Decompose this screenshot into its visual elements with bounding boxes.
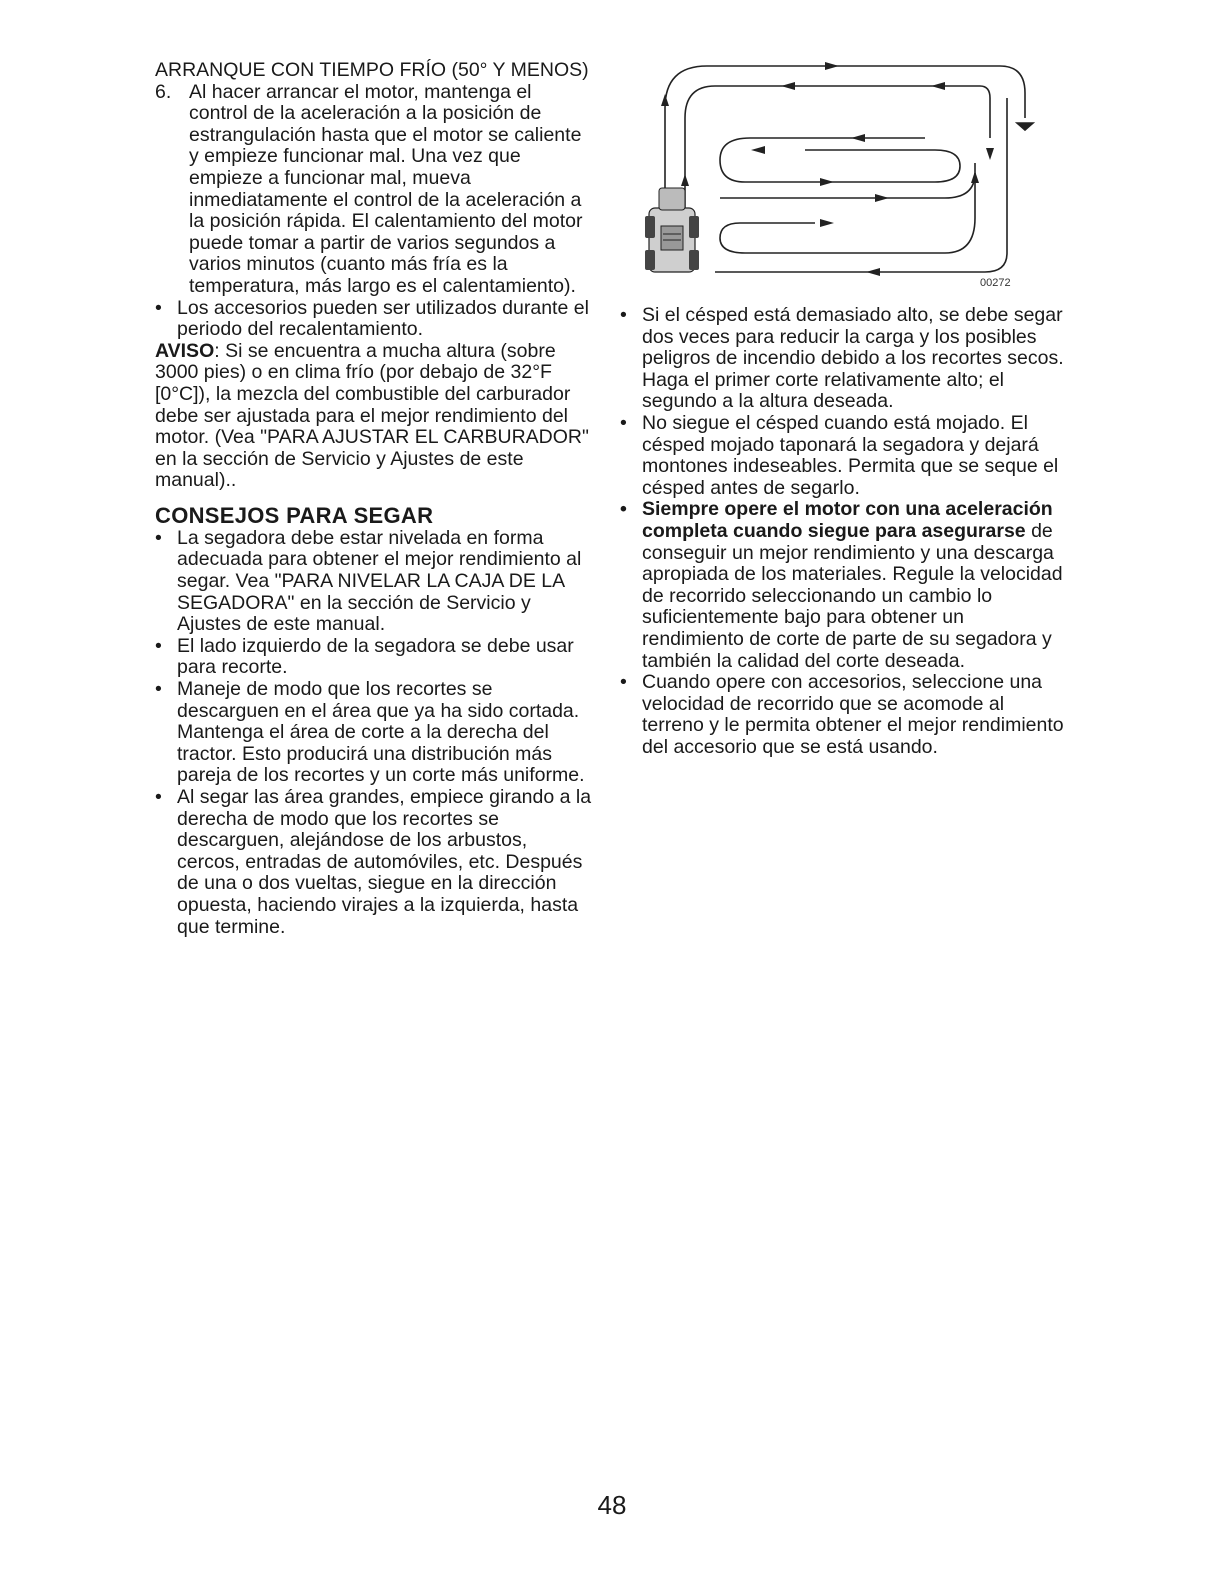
page-number: 48 [597, 1490, 627, 1520]
aviso-paragraph [155, 341, 595, 492]
tip-text: Al segar las área grandes, empiece girando a la derecha de modo que los recortes se descarguen, alejándose de los arbustos, cercos, entradas de automóviles, etc. Después de una o dos vueltas, siegue en la dirección opuesta, haciendo virajes a la izquierda, hasta que termine. [177, 786, 592, 938]
section-title: CONSEJOS PARA SEGAR [155, 502, 434, 528]
warmup-bullets [155, 298, 595, 341]
mowing-pattern-figure [645, 58, 1035, 290]
bullet-icon: • [155, 786, 162, 808]
bullet-icon: • [620, 671, 627, 694]
inner-loop [720, 138, 960, 182]
step-6-text: Al hacer arrancar el motor, mantenga el control de la aceleración a la posición de estrangulación hasta que el motor se caliente y empieze funcionar mal. Una vez que empieze a funcionar mal, mueva inmediatamente el control de la aceleración a la posición rápida. El calentamiento del motor puede tomar a partir de varios segundos a varios minutos (cuanto más fría es la temperatura, más largo es el calentamiento). [189, 80, 583, 297]
mowing-tips-list [155, 528, 595, 938]
tractor-icon [645, 188, 699, 272]
tip-text: Si el césped está demasiado alto, se debe segar dos veces para reducir la carga y los posibles peligros de incendio debido a los recortes secos. Haga el primer corte relativamente alto; el segundo a la altura deseada. [642, 304, 1064, 413]
outer-return [715, 98, 1007, 272]
tip-text [642, 499, 1065, 672]
list-item [620, 499, 1065, 672]
step-6 [155, 82, 595, 298]
tip-text: No siegue el césped cuando está mojado. El césped mojado taponará la segadora y dejará montones indeseables. Permita que se seque el césped antes de segarlo. [642, 411, 1059, 499]
list-item [155, 528, 595, 636]
list-item [155, 787, 595, 938]
accessories-note: Los accesorios pueden ser utilizados durante el periodo del recalentamiento. [177, 296, 589, 341]
bullet-icon: • [155, 296, 162, 319]
aviso-label: AVISO [155, 339, 215, 362]
tip-text: La segadora debe estar nivelada en forma adecuada para obtener el mejor rendimiento al segar. Vea "PARA NIVELAR LA CAJA DE LA SEGADORA" en la sección de Servicio y Ajustes de este manual. [177, 526, 582, 636]
bullet-icon: • [620, 498, 627, 521]
bullet-icon: • [620, 304, 627, 326]
mowing-tips-continued [620, 305, 1065, 758]
cold-start-heading: ARRANQUE CON TIEMPO FRÍO (50° Y MENOS) [155, 59, 589, 81]
bullet-icon: • [155, 634, 162, 657]
tip-text: Cuando opere con accesorios, seleccione una velocidad de recorrido que se acomode al terreno y le permita obtener el mejor rendimiento del accesorio que se está usando. [642, 671, 1064, 758]
aviso-text: : Si se encuentra a mucha altura (sobre 3000 pies) o en clima frío (por debajo de 32°F [0°C]), la mezcla del combustible del carburador debe ser ajustada para el mejor rendimiento del motor. (Vea "PARA AJUSTAR EL CARBURADOR" en la sección de Servicio y Ajustes de este manual).. [155, 339, 589, 492]
left-column [155, 60, 595, 938]
bullet-icon: • [620, 411, 627, 434]
list-item [620, 413, 1065, 499]
bullet-icon: • [155, 526, 162, 549]
outer-path [665, 66, 1025, 218]
list-item [620, 305, 1065, 413]
list-item [155, 679, 595, 787]
figure-code: 00272 [980, 277, 1011, 289]
bullet-icon: • [155, 678, 162, 701]
list-item [620, 672, 1065, 758]
mowing-pattern-diagram [645, 58, 1035, 290]
tip-text: El lado izquierdo de la segadora se debe usar para recorte. [177, 634, 574, 679]
tip-bold-lead: Siempre opere el motor con una aceleración completa cuando siegue para asegurarse [642, 498, 1053, 542]
right-column [620, 305, 1065, 758]
list-item [155, 298, 595, 341]
tip-rest: de conseguir un mejor rendimiento y una descarga apropiada de los materiales. Regule la velocidad de recorrido seleccionando un cambio lo suficientemente bajo para obtener un rendimiento de corte de parte de su segadora y también la calidad del corte deseada. [642, 519, 1063, 672]
tip-text: Maneje de modo que los recortes se descarguen en el área que ya ha sido cortada. Mantenga el área de corte a la derecha del tractor. Esto producirá una distribución más pareja de los recortes y un corte más uniforme. [177, 678, 585, 787]
step-6-number: 6. [155, 80, 172, 103]
list-item [155, 636, 595, 679]
